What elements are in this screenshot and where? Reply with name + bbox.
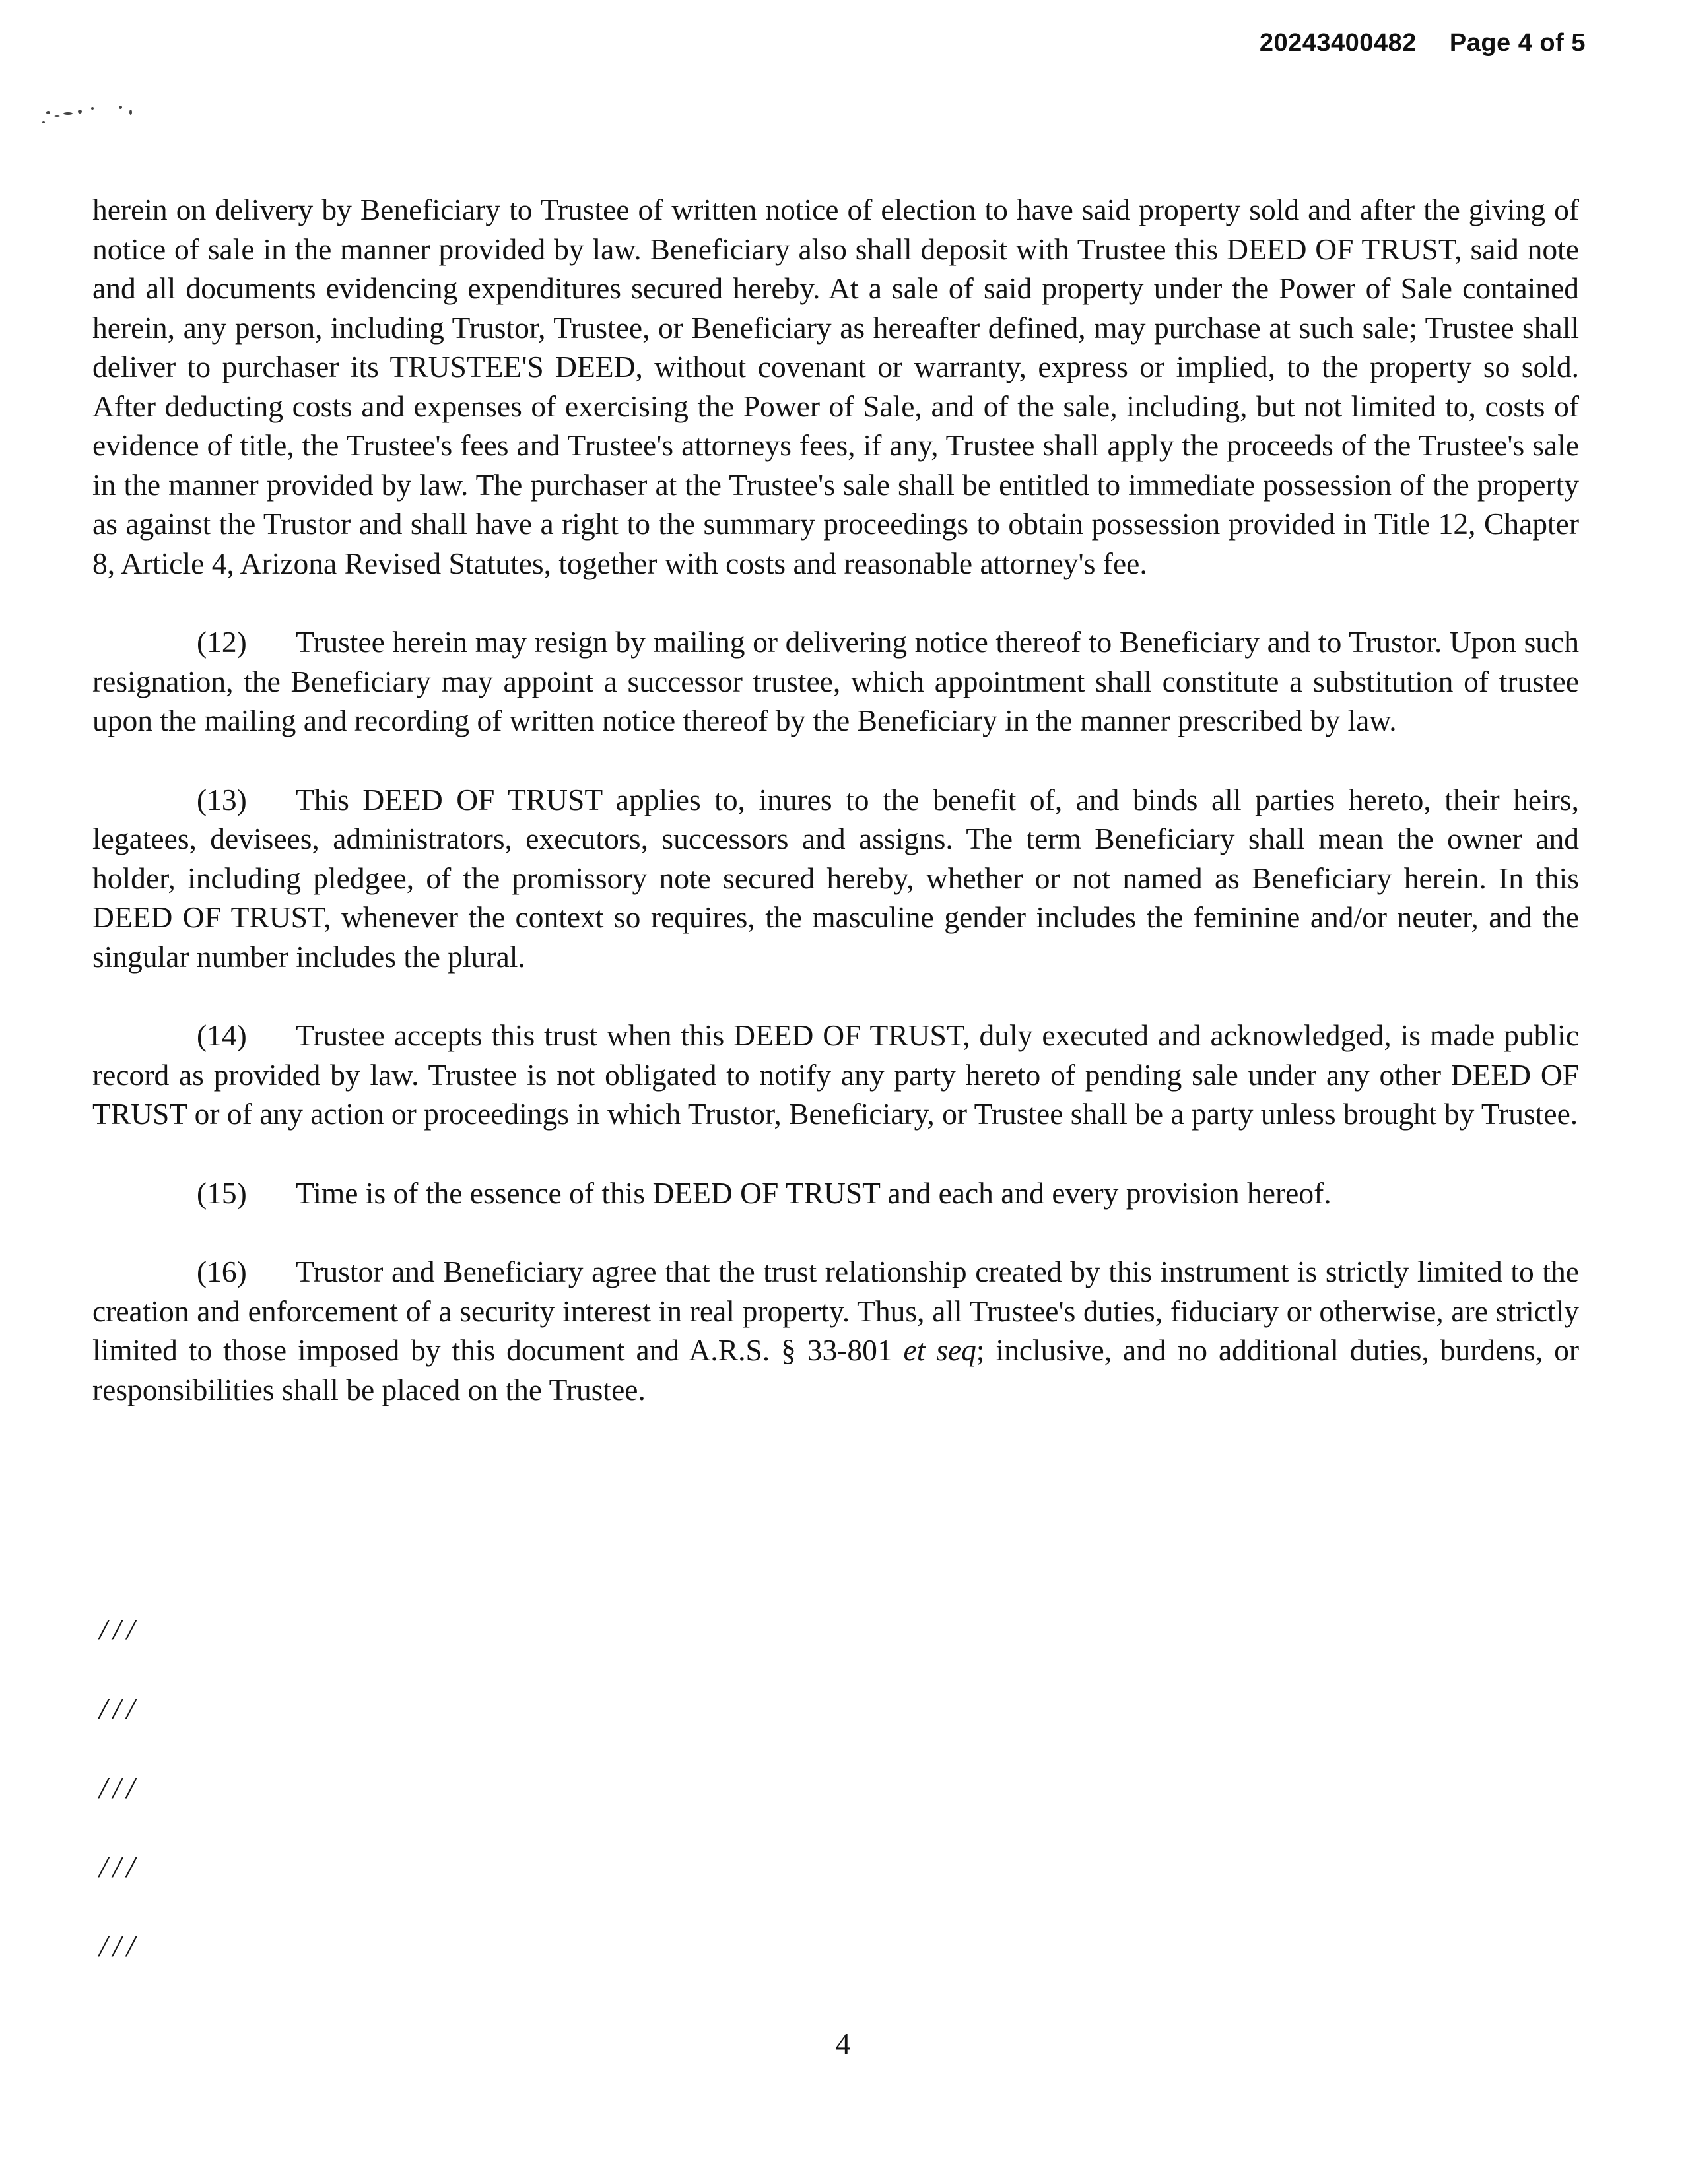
paragraph-text: Trustee herein may resign by mailing or delivering notice thereof to Beneficiary and to Trustor. Upon such resignation, the Beneficiary may appoint a successor trustee, which appointment shall constitute a substitution of trustee upon the mailing and recording of written notice thereof by the Beneficiary in the manner prescribed by law. (92, 625, 1579, 737)
paragraph-number: (15) (197, 1175, 247, 1210)
slash-mark: /// (99, 1850, 141, 1884)
slash-mark: /// (99, 1692, 141, 1725)
slash-mark: /// (99, 1612, 141, 1646)
paragraph-text: Time is of the essence of this DEED OF TRUST and each and every provision hereof. (296, 1175, 1332, 1210)
page-number: 4 (835, 2027, 851, 2061)
paragraph-16 (92, 1252, 1579, 1409)
document-body (92, 190, 1579, 1449)
slash-mark: /// (99, 1929, 141, 1963)
paragraph-text: Trustee accepts this trust when this DEED OF TRUST, duly executed and acknowledged, is made public record as provided by law. Trustee is not obligated to notify any party hereto of pending sale under any other DEED OF TRUST or of any action or proceedings in which Trustor, Beneficiary, or Trustee shall be a party unless brought by Trustee. (92, 1018, 1579, 1131)
page-indicator: Page 4 of 5 (1449, 29, 1586, 57)
paragraph-12 (92, 622, 1579, 741)
latin-term: et seq (903, 1333, 976, 1367)
paragraph-text: This DEED OF TRUST applies to, inures to the benefit of, and binds all parties hereto, their heirs, legatees, devisees, administrators, executors, successors and assigns. The term Beneficiary shall mean the owner and holder, including pledgee, of the promissory note secured hereby, whether or not named as Beneficiary herein. In this DEED OF TRUST, whenever the context so requires, the masculine gender includes the feminine and/or neuter, and the singular number includes the plural. (92, 782, 1579, 974)
paragraph-number: (12) (197, 625, 247, 659)
paragraph-number: (13) (197, 782, 247, 816)
paragraph-13 (92, 780, 1579, 977)
slash-mark: /// (99, 1771, 141, 1804)
paragraph-number: (14) (197, 1018, 247, 1052)
paragraph-15 (92, 1174, 1579, 1213)
paragraph-text: Trustor and Beneficiary agree that the trust relationship created by this instrument is strictly limited to the creation and enforcement of a security interest in real property. Thus, all Trustee's duties, fiduciary or otherwise, are strictly limited to those imposed by this document and A.R.S. § 33-801 (92, 1255, 1579, 1367)
paragraph-text-end: ; inclusive, and no additional duties, burdens, or responsibilities shall be placed on the Trustee. (92, 1333, 1579, 1406)
paragraph-number: (16) (197, 1255, 247, 1288)
document-header (1260, 29, 1586, 57)
recording-number: 20243400482 (1259, 29, 1417, 57)
paragraph-14 (92, 1016, 1579, 1134)
paragraph-11-continuation: herein on delivery by Beneficiary to Trustee of written notice of election to have said property sold and after the giving of notice of sale in the manner provided by law. Beneficiary also shall deposit with Trustee this DEED OF TRUST, said note and all documents evidencing expenditures secured hereby. At a sale of said property under the Power of Sale contained herein, any person, including Trustor, Trustee, or Beneficiary as hereafter defined, may purchase at such sale; Trustee shall deliver to purchaser its TRUSTEE'S DEED, without covenant or warranty, express or implied, to the property so sold. After deducting costs and expenses of exercising the Power of Sale, and of the sale, including, but not limited to, costs of evidence of title, the Trustee's fees and Trustee's attorneys fees, if any, Trustee shall apply the proceeds of the Trustee's sale in the manner provided by law. The purchaser at the Trustee's sale shall be entitled to immediate possession of the property as against the Trustor and shall have a right to the summary proceedings to obtain possession provided in Title 12, Chapter 8, Article 4, Arizona Revised Statutes, together with costs and reasonable attorney's fee. (92, 193, 1579, 580)
